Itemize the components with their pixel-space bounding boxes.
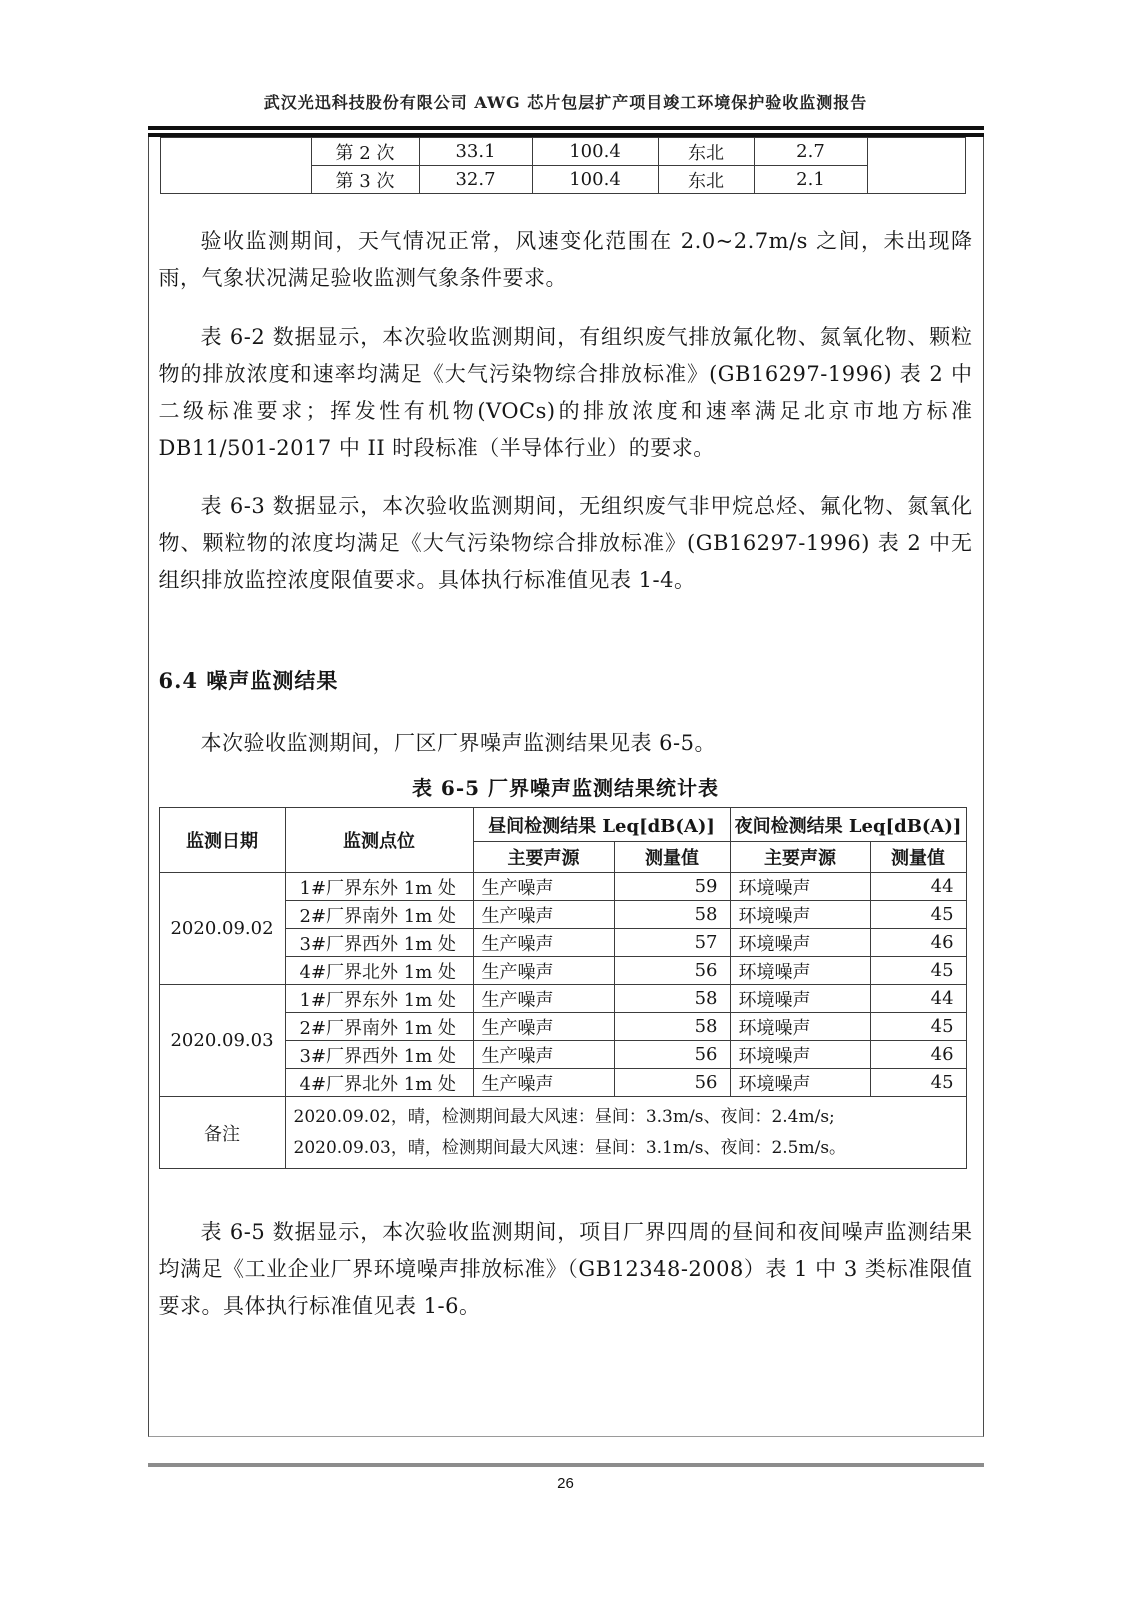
night-source: 环境噪声 <box>730 1069 870 1097</box>
day-value: 58 <box>614 1013 730 1041</box>
night-source: 环境噪声 <box>730 957 870 985</box>
measurement-seq: 第 2 次 <box>311 138 419 166</box>
day-source: 生产噪声 <box>473 985 614 1013</box>
day-source: 生产噪声 <box>473 873 614 901</box>
measurement-seq: 第 3 次 <box>311 166 419 194</box>
para-table-6-2-conclusion: 表 6-2 数据显示，本次验收监测期间，有组织废气排放氟化物、氮氧化物、颗粒物的排放浓度和速率均满足《大气污染物综合排放标准》(GB16297-1996) 表 2 中二级标准要求；挥发性有机物(VOCs)的排放浓度和速率满足北京市地方标准 DB11/501-2017 中 II 时段标准（半导体行业）的要求。 <box>158 325 973 460</box>
header-night-value: 测量值 <box>870 842 966 873</box>
night-source: 环境噪声 <box>730 1013 870 1041</box>
header-date: 监测日期 <box>159 808 285 873</box>
page-number: 26 <box>557 1475 574 1492</box>
measurement-value: 100.4 <box>532 138 658 166</box>
night-value: 44 <box>870 985 966 1013</box>
night-source: 环境噪声 <box>730 901 870 929</box>
day-value: 59 <box>614 873 730 901</box>
monitor-point: 1#厂界东外 1m 处 <box>285 985 473 1013</box>
monitor-point: 1#厂界东外 1m 处 <box>285 873 473 901</box>
monitor-point: 2#厂界南外 1m 处 <box>285 1013 473 1041</box>
wind-speed: 2.1 <box>754 166 867 194</box>
night-value: 46 <box>870 1041 966 1069</box>
monitor-point: 3#厂界西外 1m 处 <box>285 1041 473 1069</box>
remark-row <box>159 1097 966 1169</box>
day-value: 57 <box>614 929 730 957</box>
monitor-date: 2020.09.02 <box>159 873 285 985</box>
table-row <box>159 873 966 901</box>
wind-speed: 2.7 <box>754 138 867 166</box>
para-table-6-5-conclusion: 表 6-5 数据显示，本次验收监测期间，项目厂界四周的昼间和夜间噪声监测结果均满足《工业企业厂界环境噪声排放标准》（GB12348-2008）表 1 中 3 类标准限值要求。具体执行标准值见表 1-6。 <box>158 1220 973 1318</box>
day-source: 生产噪声 <box>473 901 614 929</box>
day-source: 生产噪声 <box>473 957 614 985</box>
header-night-source: 主要声源 <box>730 842 870 873</box>
day-value: 56 <box>614 957 730 985</box>
para-noise-intro: 本次验收监测期间，厂区厂界噪声监测结果见表 6-5。 <box>200 731 716 755</box>
monitor-point: 3#厂界西外 1m 处 <box>285 929 473 957</box>
day-source: 生产噪声 <box>473 929 614 957</box>
page-content <box>148 0 984 1492</box>
para-table-6-3-conclusion: 表 6-3 数据显示，本次验收监测期间，无组织废气非甲烷总烃、氟化物、氮氧化物、颗粒物的浓度均满足《大气污染物综合排放标准》(GB16297-1996) 表 2 中无组织排放监控浓度限值要求。具体执行标准值见表 1-4。 <box>158 494 973 592</box>
page-frame <box>148 137 984 1437</box>
header-night-group: 夜间检测结果 Leq[dB(A)] <box>730 808 966 842</box>
night-value: 45 <box>870 901 966 929</box>
night-value: 45 <box>870 957 966 985</box>
table-6-5-title: 表 6-5 厂界噪声监测结果统计表 <box>411 776 720 800</box>
table-row <box>160 138 965 166</box>
wind-direction: 东北 <box>658 166 754 194</box>
continued-measurement-table <box>160 137 966 194</box>
para-weather-conditions: 验收监测期间，天气情况正常，风速变化范围在 2.0~2.7m/s 之间，未出现降雨，气象状况满足验收监测气象条件要求。 <box>158 229 973 290</box>
header-day-source: 主要声源 <box>473 842 614 873</box>
noise-monitoring-table <box>159 807 967 1169</box>
night-source: 环境噪声 <box>730 873 870 901</box>
remark-line-2: 2020.09.03，晴，检测期间最大风速：昼间：3.1m/s、夜间：2.5m/s。 <box>293 1137 847 1158</box>
night-value: 46 <box>870 929 966 957</box>
header-day-value: 测量值 <box>614 842 730 873</box>
empty-cell <box>160 138 311 194</box>
header-double-rule <box>148 126 984 137</box>
remark-label: 备注 <box>159 1097 285 1169</box>
footer-rule <box>148 1463 984 1467</box>
day-source: 生产噪声 <box>473 1069 614 1097</box>
measurement-value: 32.7 <box>419 166 532 194</box>
table-header-row <box>159 808 966 842</box>
night-value: 44 <box>870 873 966 901</box>
day-value: 58 <box>614 985 730 1013</box>
night-source: 环境噪声 <box>730 929 870 957</box>
header-day-group: 昼间检测结果 Leq[dB(A)] <box>473 808 730 842</box>
document-header-title: 武汉光迅科技股份有限公司 AWG 芯片包层扩产项目竣工环境保护验收监测报告 <box>263 93 868 112</box>
header-point: 监测点位 <box>285 808 473 873</box>
measurement-value: 33.1 <box>419 138 532 166</box>
day-value: 58 <box>614 901 730 929</box>
empty-cell <box>867 138 965 194</box>
measurement-value: 100.4 <box>532 166 658 194</box>
monitor-date: 2020.09.03 <box>159 985 285 1097</box>
day-value: 56 <box>614 1069 730 1097</box>
remark-content <box>285 1097 966 1169</box>
monitor-point: 2#厂界南外 1m 处 <box>285 901 473 929</box>
table-row <box>159 985 966 1013</box>
night-source: 环境噪声 <box>730 985 870 1013</box>
wind-direction: 东北 <box>658 138 754 166</box>
section-heading-6-4: 6.4 噪声监测结果 <box>158 668 339 693</box>
night-value: 45 <box>870 1069 966 1097</box>
day-value: 56 <box>614 1041 730 1069</box>
night-value: 45 <box>870 1013 966 1041</box>
monitor-point: 4#厂界北外 1m 处 <box>285 1069 473 1097</box>
day-source: 生产噪声 <box>473 1013 614 1041</box>
monitor-point: 4#厂界北外 1m 处 <box>285 957 473 985</box>
day-source: 生产噪声 <box>473 1041 614 1069</box>
night-source: 环境噪声 <box>730 1041 870 1069</box>
remark-line-1: 2020.09.02，晴，检测期间最大风速：昼间：3.3m/s、夜间：2.4m/s; <box>293 1106 835 1127</box>
